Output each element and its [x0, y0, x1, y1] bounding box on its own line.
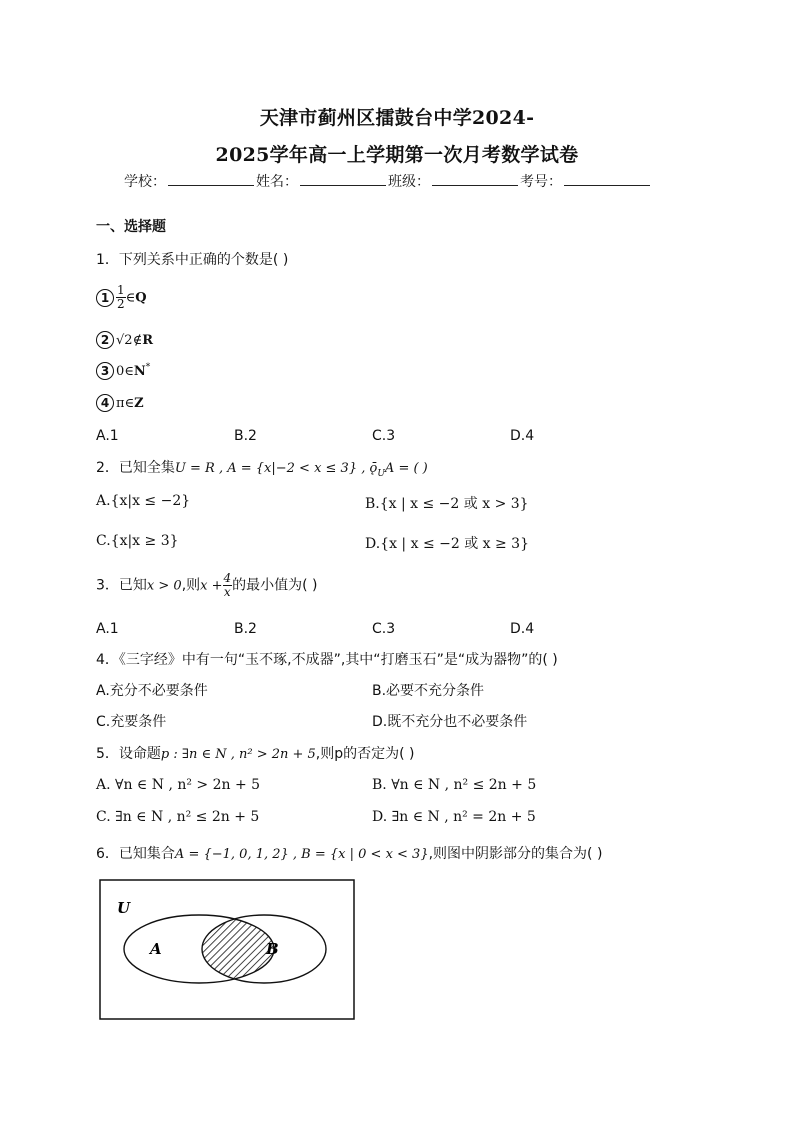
class-label: 班级：: [388, 174, 430, 190]
name-label: 姓名：: [256, 174, 298, 190]
q3-option-b[interactable]: B.2: [234, 621, 257, 637]
question-6-stem: 6．已知集合A = {−1, 0, 1, 2} , B = {x | 0 < x < 3},则图中阴影部分的集合为( ): [96, 846, 603, 862]
question-1-item-1: 1 $\frac{1}{2}$ ∈Q: [96, 284, 147, 311]
question-5-stem: 5．设命题p : ∃n ∈ N , n² > 2n + 5,则p的否定为( ): [96, 746, 415, 762]
q3-option-d[interactable]: D.4: [510, 621, 535, 637]
exam-no-label: 考号：: [520, 174, 562, 190]
q4-option-c[interactable]: C.充要条件: [96, 714, 167, 730]
question-4-stem: 4．《三字经》中有一句“玉不琢,不成器”,其中“打磨玉石”是“成为器物”的( ): [96, 652, 558, 668]
name-blank[interactable]: [300, 171, 386, 186]
q2-option-b[interactable]: B.{x | x ≤ −2 或 x > 3}: [365, 496, 529, 512]
question-1-item-3: 3 0∈N*: [96, 362, 150, 380]
fraction: $\frac{4}{x}$: [223, 571, 232, 599]
venn-diagram: [99, 879, 355, 1020]
q4-option-a[interactable]: A.充分不必要条件: [96, 683, 208, 699]
q5-option-a[interactable]: A. ∀n ∈ N , n² > 2n + 5: [96, 777, 261, 793]
q5-option-b[interactable]: B. ∀n ∈ N , n² ≤ 2n + 5: [372, 777, 537, 793]
question-2-stem: 2．已知全集U = R , A = {x|−2 < x ≤ 3} , $ǭ_UA$ = ( ): [96, 460, 428, 479]
set-a-label: A: [150, 940, 162, 958]
q3-option-a[interactable]: A.1: [96, 621, 119, 637]
q1-option-c[interactable]: C.3: [372, 428, 396, 444]
q2-option-a[interactable]: A.{x|x ≤ −2}: [96, 493, 191, 509]
question-1-item-2: 2 √2∉R: [96, 331, 153, 349]
q2-option-c[interactable]: C.{x|x ≥ 3}: [96, 533, 179, 549]
exam-title-line1: 天津市蓟州区擂鼓台中学2024-: [259, 107, 535, 129]
fraction: $\frac{1}{2}$: [117, 283, 125, 311]
question-1-stem: 1．下列关系中正确的个数是( ): [96, 252, 289, 268]
q5-option-c[interactable]: C. ∃n ∈ N , n² ≤ 2n + 5: [96, 809, 260, 825]
circled-number: 4: [96, 394, 114, 412]
school-blank[interactable]: [168, 171, 254, 186]
question-3-stem: 3．已知x > 0,则x + $\frac{4}{x}$ 的最小值为( ): [96, 571, 318, 599]
q2-option-d[interactable]: D.{x | x ≤ −2 或 x ≥ 3}: [365, 536, 530, 552]
class-blank[interactable]: [432, 171, 518, 186]
set-b-label: B: [266, 940, 279, 958]
question-1-item-4: 4 π∈Z: [96, 394, 144, 412]
circled-number: 1: [96, 289, 114, 307]
q1-option-b[interactable]: B.2: [234, 428, 257, 444]
circled-number: 2: [96, 331, 114, 349]
universe-label: U: [117, 899, 131, 917]
student-info-row: [124, 171, 652, 191]
circled-number: 3: [96, 362, 114, 380]
q5-option-d[interactable]: D. ∃n ∈ N , n² = 2n + 5: [372, 809, 536, 825]
exam-title-line2: 2025学年高一上学期第一次月考数学试卷: [215, 144, 579, 166]
q4-option-d[interactable]: D.既不充分也不必要条件: [372, 714, 528, 730]
exam-no-blank[interactable]: [564, 171, 650, 186]
q4-option-b[interactable]: B.必要不充分条件: [372, 683, 485, 699]
q1-option-d[interactable]: D.4: [510, 428, 535, 444]
section-title: 一、选择题: [96, 219, 166, 235]
q1-option-a[interactable]: A.1: [96, 428, 119, 444]
school-label: 学校：: [124, 174, 166, 190]
q3-option-c[interactable]: C.3: [372, 621, 396, 637]
